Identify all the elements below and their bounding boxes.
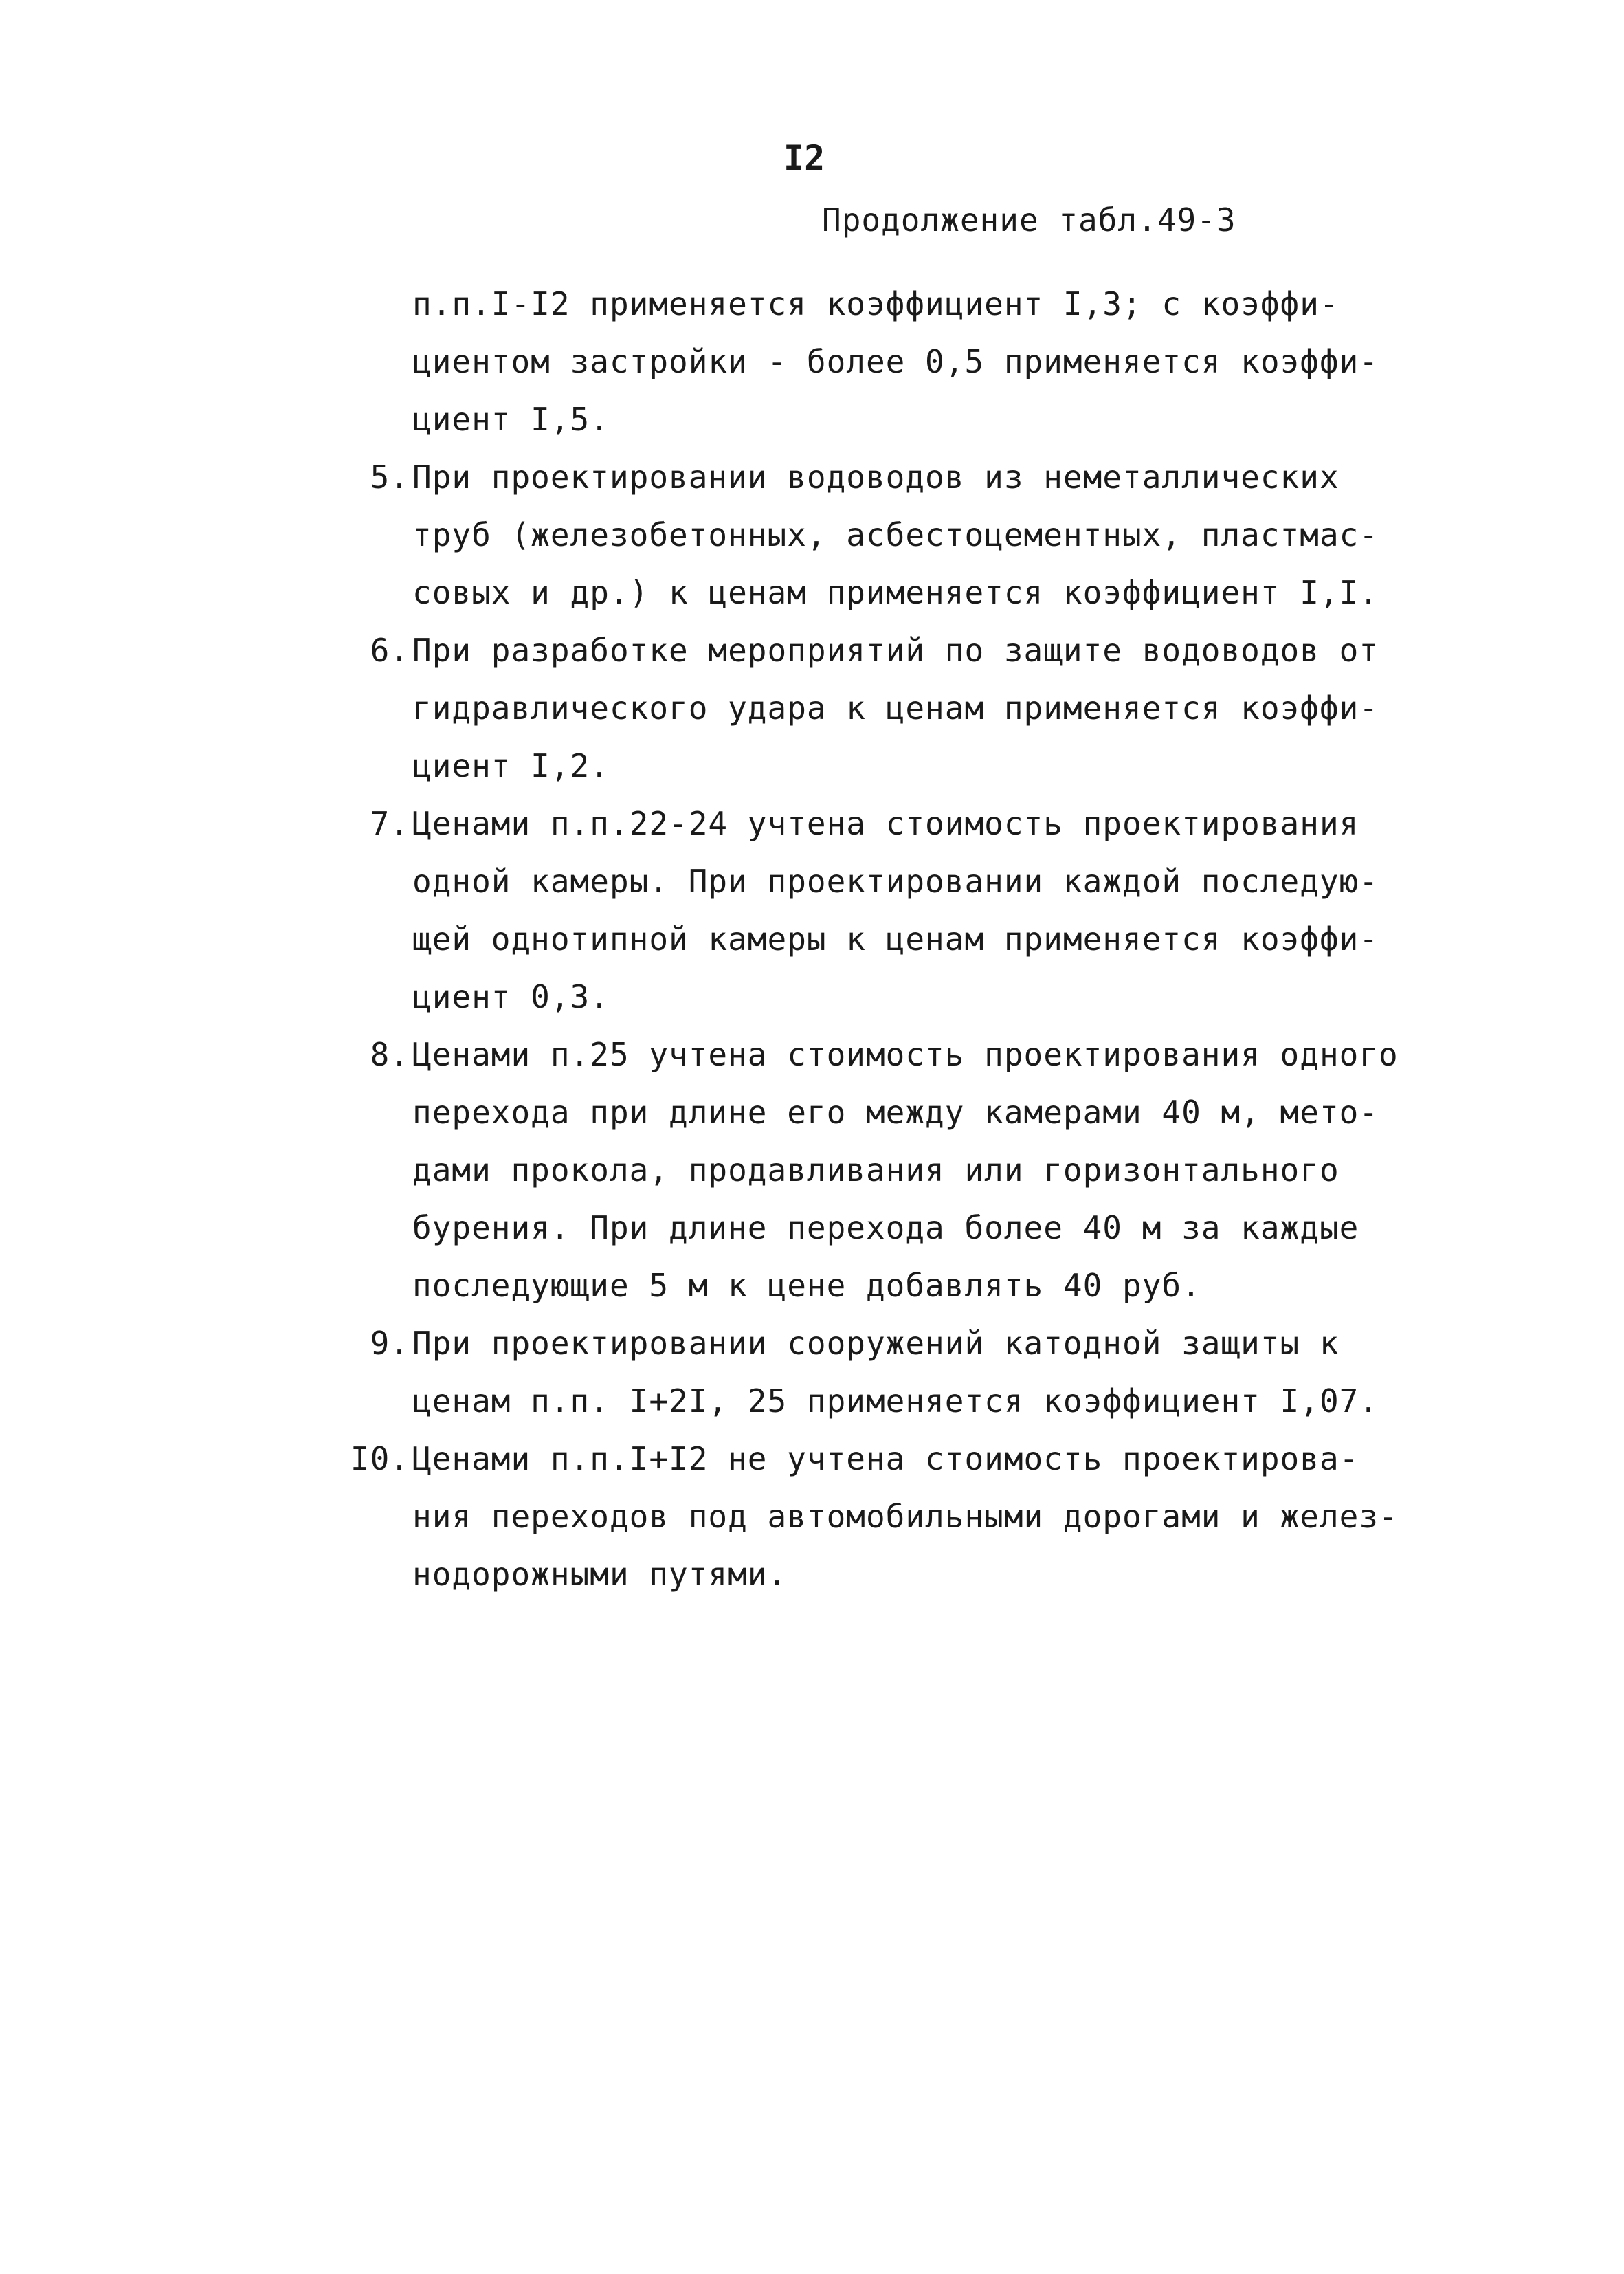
item-text bbox=[412, 795, 1379, 1026]
item-number: 7. bbox=[370, 805, 410, 842]
text-line: Ценами п.п.I+I2 не учтена стоимость проектирова- bbox=[412, 1440, 1359, 1477]
item-number: 6. bbox=[370, 632, 410, 669]
text-line: ценам п.п. I+2I, 25 применяется коэффициент I,07. bbox=[412, 1382, 1379, 1420]
text-line: При проектировании сооружений катодной защиты к bbox=[412, 1325, 1339, 1362]
item-text bbox=[412, 448, 1379, 621]
item-text bbox=[412, 1314, 1379, 1430]
notes-list bbox=[344, 448, 1399, 1603]
item-text bbox=[412, 1026, 1399, 1314]
page-number: I2 bbox=[783, 138, 825, 178]
note-item-8 bbox=[344, 1026, 1399, 1314]
table-continuation-note: Продолжение табл.49-3 bbox=[822, 201, 1236, 239]
text-line: последующие 5 м к цене добавлять 40 руб. bbox=[412, 1267, 1201, 1304]
text-line: п.п.I-I2 применяется коэффициент I,3; с коэффи- bbox=[412, 285, 1339, 322]
note-item-10 bbox=[344, 1430, 1399, 1603]
text-line: циент I,2. bbox=[412, 747, 610, 784]
item-number: 5. bbox=[370, 459, 410, 496]
text-line: Ценами п.п.22-24 учтена стоимость проектирования bbox=[412, 805, 1359, 842]
item-text bbox=[412, 1430, 1399, 1603]
text-line: При проектировании водоводов из неметаллических bbox=[412, 459, 1339, 496]
note-item-5 bbox=[344, 448, 1379, 621]
text-line: циентом застройки - более 0,5 применяется коэффи- bbox=[412, 343, 1379, 380]
note-item-9 bbox=[344, 1314, 1379, 1430]
continuation-paragraph bbox=[412, 275, 1379, 448]
text-line: При разработке мероприятий по защите водоводов от bbox=[412, 632, 1379, 669]
note-item-7 bbox=[344, 795, 1379, 1026]
item-number: I0. bbox=[350, 1440, 410, 1477]
text-line: Ценами п.25 учтена стоимость проектирования одного bbox=[412, 1036, 1399, 1073]
text-line: перехода при длине его между камерами 40 м, мето- bbox=[412, 1094, 1379, 1131]
text-line: щей однотипной камеры к ценам применяется коэффи- bbox=[412, 920, 1379, 958]
text-line: дами прокола, продавливания или горизонтального bbox=[412, 1151, 1339, 1189]
text-line: одной камеры. При проектировании каждой последую- bbox=[412, 863, 1379, 900]
item-number: 9. bbox=[370, 1325, 410, 1362]
text-line: совых и др.) к ценам применяется коэффициент I,I. bbox=[412, 574, 1379, 611]
text-line: циент 0,3. bbox=[412, 978, 610, 1015]
note-item-6 bbox=[344, 621, 1379, 795]
document-body bbox=[344, 275, 1399, 1603]
item-text bbox=[412, 621, 1379, 795]
text-line: нодорожными путями. bbox=[412, 1556, 788, 1593]
text-line: циент I,5. bbox=[412, 401, 610, 438]
text-line: труб (железобетонных, асбестоцементных, пластмас- bbox=[412, 516, 1379, 553]
text-line: бурения. При длине перехода более 40 м за каждые bbox=[412, 1209, 1359, 1246]
item-number: 8. bbox=[370, 1036, 410, 1073]
text-line: ния переходов под автомобильными дорогами и желез- bbox=[412, 1498, 1399, 1535]
text-line: гидравлического удара к ценам применяется коэффи- bbox=[412, 689, 1379, 727]
